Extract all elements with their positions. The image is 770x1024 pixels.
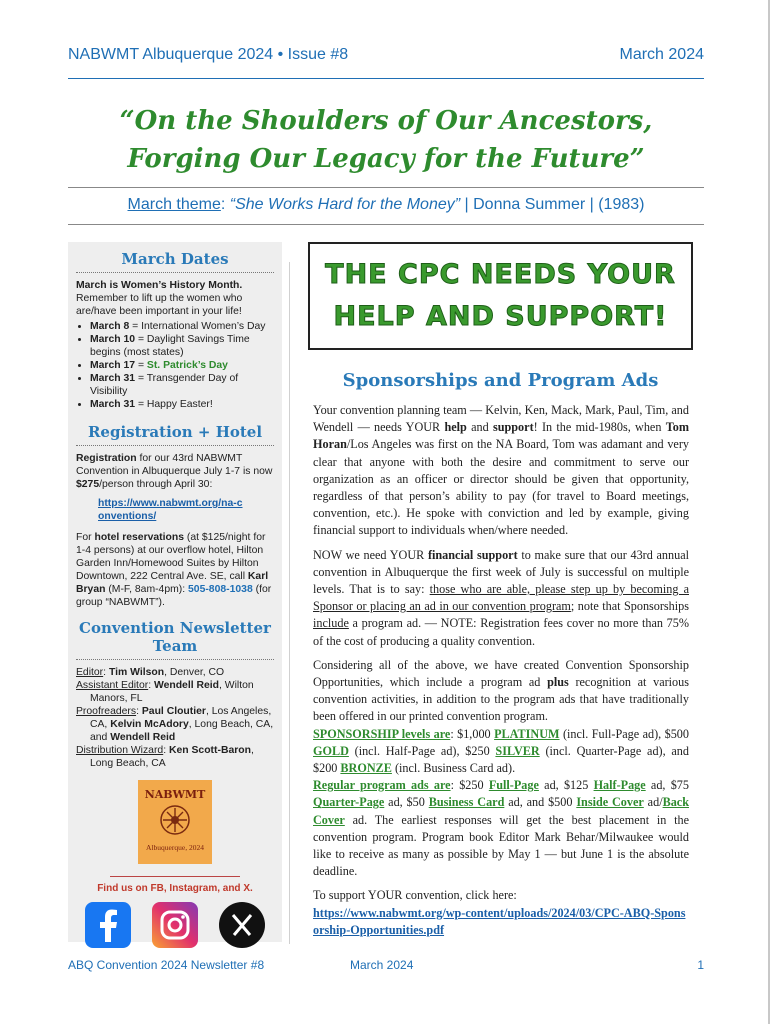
- theme-artist: | Donna Summer | (1983): [460, 196, 645, 213]
- emphasis: support: [492, 420, 534, 435]
- credit-sep: :: [103, 667, 109, 678]
- gold-link[interactable]: GOLD: [313, 743, 349, 758]
- credit-sep: :: [148, 680, 154, 691]
- text-run: Considering all of the above, we have created Convention Sponsorship Opportunities, which include a program ad: [313, 657, 689, 690]
- date-label: March 31: [90, 399, 136, 410]
- hotel-group: (for group “NABWMT”).: [76, 584, 272, 608]
- text-run: : $250: [450, 778, 489, 793]
- inside-cover-link[interactable]: Inside Cover: [576, 795, 644, 810]
- text-run: recognition at various convention activities, in addition to the program ads that have traditionally been offered in our printed convention program.: [313, 675, 689, 724]
- cpc-banner: [308, 242, 693, 350]
- paragraph: [313, 547, 689, 650]
- hotel-phone[interactable]: 505-808-1038: [188, 584, 253, 595]
- x-glyph: [219, 902, 265, 948]
- emphasis: plus: [547, 675, 569, 690]
- march-theme: [68, 196, 704, 214]
- hotel-body: (at $125/night for 1-4 persons) at our overflow hotel, Hilton Garden Inn/Homewood Suites by Hilton Downtown, 222 Central Ave. SE, call: [76, 532, 266, 582]
- nabwmt-logo: [138, 780, 212, 864]
- article-title: Sponsorships and Program Ads: [342, 370, 659, 391]
- dates-heading: March Dates: [121, 250, 229, 268]
- credit-sep: :: [136, 706, 142, 717]
- theme-divider-bottom: [68, 224, 704, 225]
- text-run: ! In the mid-1980s, when: [533, 420, 666, 435]
- registration-text: [68, 452, 282, 491]
- instagram-icon[interactable]: [152, 902, 198, 948]
- womens-history-text: Remember to lift up the women who are/have been important in your life!: [76, 293, 243, 317]
- hotel-label: hotel reservations: [94, 532, 184, 543]
- back-cover-link[interactable]: Back Cover: [313, 795, 689, 827]
- header-date: March 2024: [619, 46, 704, 63]
- credit-role: Proofreaders: [76, 706, 137, 717]
- text-run: (incl. Full-Page ad), $500: [559, 726, 689, 741]
- date-text: = Happy Easter!: [135, 399, 213, 410]
- dotted-divider: [76, 272, 274, 273]
- list-item: [90, 398, 274, 411]
- instagram-glyph: [152, 902, 198, 948]
- program-ads: [313, 777, 689, 880]
- article-body: [313, 402, 689, 939]
- credit-name: Tim Wilson: [108, 667, 165, 678]
- dotted-divider: [76, 659, 274, 660]
- social-links: [68, 894, 282, 948]
- quarter-page-link[interactable]: Quarter-Page: [313, 795, 385, 810]
- business-card-link[interactable]: Business Card: [428, 795, 505, 810]
- team-credits: [68, 666, 282, 770]
- hotel-hours: (M-F, 8am-4pm):: [105, 584, 189, 595]
- credit-name: Paul Cloutier: [141, 706, 206, 717]
- dotted-divider: [76, 445, 274, 446]
- credit-name: Kelvin McAdory: [110, 719, 189, 730]
- text-run: ad, $50: [384, 795, 429, 810]
- credit-location: , Los Angeles, CA,: [90, 706, 272, 730]
- sidebar: [68, 242, 282, 942]
- registration-label: Registration: [76, 453, 137, 464]
- credit-name: Wendell Reid: [153, 680, 220, 691]
- credit-location: , Long Beach, CA: [90, 745, 254, 769]
- header-divider: [68, 78, 704, 79]
- emphasis: help: [444, 420, 467, 435]
- underlined-text: include: [313, 616, 349, 631]
- credit-name: Wendell Reid: [110, 732, 176, 743]
- text-run: ad, and $500: [504, 795, 577, 810]
- bronze-link[interactable]: BRONZE: [340, 761, 392, 776]
- registration-body: for our 43rd NABWMT Convention in Albuquerque July 1-7 is now: [76, 453, 273, 477]
- sponsorship-levels: [313, 726, 689, 778]
- date-label: March 17: [90, 360, 136, 371]
- page-number: 1: [697, 958, 704, 972]
- quote-line-2: Forging Our Legacy for the Future”: [127, 144, 645, 174]
- registration-deadline: /person through April 30:: [99, 479, 213, 490]
- registration-heading: Registration + Hotel: [87, 423, 263, 441]
- sponsorship-pdf-link[interactable]: https://www.nabwmt.org/wp-content/uploads/2024/03/CPC-ABQ-Sponsorship-Opportunities.pdf: [313, 905, 686, 937]
- hotel-contact: Karl Bryan: [76, 571, 269, 595]
- date-label: March 8: [90, 321, 130, 332]
- text-run: : $1,000: [450, 726, 495, 741]
- credit-proofreaders: [76, 705, 274, 744]
- date-text: = Transgender Day of Visibility: [90, 373, 239, 397]
- team-heading: Convention Newsletter Team: [79, 619, 271, 655]
- paragraph: [313, 402, 689, 540]
- hotel-pre: For: [76, 532, 95, 543]
- logo-subtitle: Albuquerque, 2024: [146, 843, 204, 852]
- text-run: ad, $125: [538, 778, 594, 793]
- registration-link[interactable]: https://www.nabwmt.org/na-conventions/: [98, 498, 243, 522]
- page-header: [68, 46, 704, 64]
- sponsorship-label: SPONSORSHIP levels are: [313, 726, 451, 741]
- banner-line-1: THE CPC NEEDS YOUR: [325, 259, 676, 290]
- credit-editor: [76, 666, 274, 679]
- registration-price: $275: [76, 479, 100, 490]
- theme-song: “She Works Hard for the Money”: [229, 196, 461, 213]
- logo-title: NABWMT: [144, 788, 206, 801]
- footer-title: ABQ Convention 2024 Newsletter #8: [68, 958, 265, 972]
- emphasis: Tom Horan: [313, 420, 689, 452]
- text-run: /Los Angeles was first on the NA Board, Tom was adamant and very clear that anyone with both the desire and commitment to serve our organization as an officer or director should be given that opportunity, regardless of that person’s ability to pay (for travel to Board meetings, convention, etc.). He spoke with conviction and led by example, giving financial support to individuals when/where needed.: [313, 437, 689, 538]
- womens-history-note: [68, 279, 282, 318]
- theme-colon: :: [220, 196, 230, 213]
- headline-quote: [68, 102, 704, 178]
- social-caption: Find us on FB, Instagram, and X.: [97, 883, 253, 894]
- list-item: [90, 320, 274, 333]
- credit-name: Ken Scott-Baron: [168, 745, 251, 756]
- theme-label: March theme: [127, 196, 221, 213]
- date-text: = International Women’s Day: [129, 321, 266, 332]
- full-page-link[interactable]: Full-Page: [488, 778, 539, 793]
- footer-date: March 2024: [350, 958, 414, 972]
- list-item: [90, 372, 274, 398]
- dates-list: [68, 320, 282, 411]
- text-run: ad. The earliest responses will get the best placement in the convention program. Program book Editor Mark Behar/Milwaukee would like to receive as many as possible by May 1 — but June 1 is the absolute deadline.: [313, 812, 689, 879]
- date-text: = Daylight Savings Time begins (most states): [90, 334, 250, 358]
- emphasis: financial support: [427, 547, 518, 562]
- list-item: [90, 359, 274, 372]
- facebook-icon[interactable]: [85, 902, 131, 948]
- credit-role: Editor: [76, 667, 104, 678]
- half-page-link[interactable]: Half-Page: [593, 778, 646, 793]
- silver-link[interactable]: SILVER: [495, 743, 540, 758]
- date-text: =: [135, 360, 147, 371]
- column-divider: [289, 262, 290, 944]
- text-run: a program ad. — NOTE: Registration fees cover no more than 75% of the cost of producing a quality convention.: [313, 616, 689, 648]
- text-run: ad/: [643, 795, 663, 810]
- program-ads-label: Regular program ads are: [313, 778, 451, 793]
- date-label: March 10: [90, 334, 136, 345]
- credit-role: Distribution Wizard: [76, 745, 164, 756]
- logo-divider: [110, 876, 240, 877]
- credit-location: , Long Beach, CA, and: [90, 719, 274, 743]
- text-run: and: [466, 420, 493, 435]
- quote-line-1: “On the Shoulders of Our Ancestors,: [119, 106, 653, 136]
- text-run: (incl. Quarter-Page ad), and $200: [313, 743, 689, 776]
- paragraph: [313, 657, 689, 726]
- text-run: (incl. Business Card ad).: [391, 761, 516, 776]
- text-run: to make sure that our 43rd annual convention in Albuquerque the first week of July is successful on multiple levels. That is to say:: [313, 547, 690, 597]
- credit-sep: :: [163, 745, 169, 756]
- text-run: Your convention planning team — Kelvin, Ken, Mack, Mark, Paul, Tim, and Wendell — needs YOUR: [313, 403, 689, 435]
- credit-distribution: [76, 744, 274, 770]
- facebook-glyph: [85, 902, 131, 948]
- credit-role: Assistant Editor: [76, 680, 149, 691]
- st-patricks-highlight: St. Patrick’s Day: [146, 360, 228, 371]
- platinum-link[interactable]: PLATINUM: [494, 726, 560, 741]
- x-icon[interactable]: [219, 902, 265, 948]
- banner-line-2: HELP AND SUPPORT!: [333, 301, 668, 332]
- logo-artwork: [138, 780, 212, 864]
- text-run: ; note that Sponsorships: [570, 599, 689, 614]
- womens-history-title: March is Women’s History Month.: [76, 280, 243, 291]
- credit-location: , Wilton Manors, FL: [90, 680, 254, 704]
- theme-divider-top: [68, 187, 704, 188]
- credit-assistant-editor: [76, 679, 274, 705]
- text-run: NOW we need YOUR: [313, 547, 428, 562]
- date-label: March 31: [90, 373, 136, 384]
- text-run: ad, $75: [645, 778, 689, 793]
- credit-location: , Denver, CO: [164, 667, 225, 678]
- text-run: (incl. Half-Page ad), $250: [348, 743, 496, 758]
- list-item: [90, 333, 274, 359]
- hotel-text: [68, 531, 282, 609]
- header-issue: NABWMT Albuquerque 2024 • Issue #8: [68, 46, 349, 63]
- underlined-text: those who are able, please step up by becoming a Sponsor or placing an ad in our convention program: [313, 582, 689, 614]
- cta-text: To support YOUR convention, click here:: [313, 888, 517, 903]
- page-footer: [68, 958, 704, 972]
